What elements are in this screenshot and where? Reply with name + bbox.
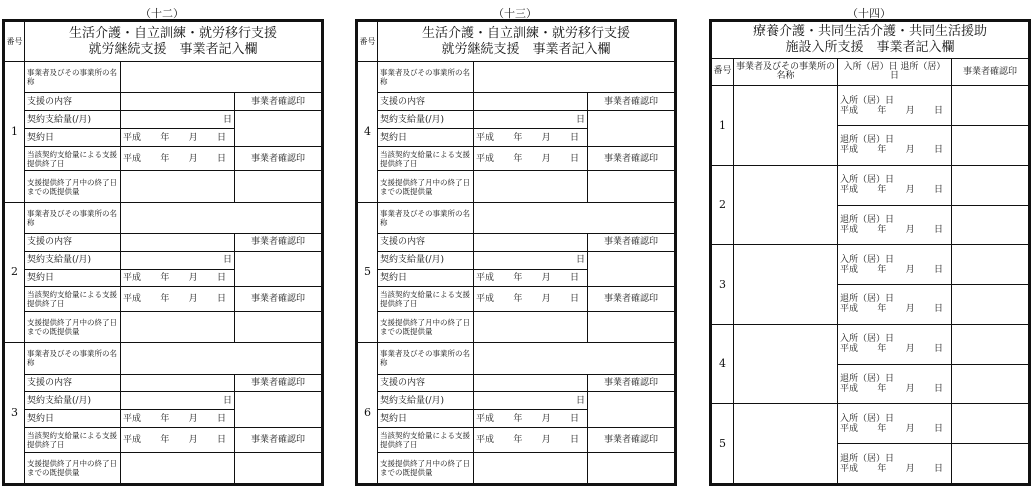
group-number: 2 xyxy=(5,202,25,343)
contract-date-label: 契約日 xyxy=(25,410,121,428)
end-month-used-field[interactable] xyxy=(121,452,235,483)
end-month-used-field[interactable] xyxy=(121,171,235,202)
end-month-used-label: 支援提供終了月中の終了日までの既提供量 xyxy=(25,312,121,343)
contract-amount-label: 契約支給量(/月) xyxy=(25,111,121,129)
confirm-stamp-field[interactable] xyxy=(235,312,322,343)
contract-date-label: 契約日 xyxy=(378,129,474,147)
provider-name-field[interactable] xyxy=(121,62,322,93)
confirm-label: 事業者確認印 xyxy=(235,93,322,111)
end-month-used-label: 支援提供終了月中の終了日までの既提供量 xyxy=(378,171,474,202)
confirm-label: 事業者確認印 xyxy=(588,93,675,111)
end-month-used-label: 支援提供終了月中の終了日までの既提供量 xyxy=(378,312,474,343)
confirm-stamp-field[interactable] xyxy=(952,444,1029,484)
contract-amount-field[interactable]: 日 xyxy=(474,392,588,410)
group-number: 4 xyxy=(712,324,734,404)
confirm-stamp-field[interactable] xyxy=(952,86,1029,126)
confirm-stamp-field[interactable] xyxy=(952,404,1029,444)
end-month-used-field[interactable] xyxy=(474,452,588,483)
service-label: 支援の内容 xyxy=(25,374,121,392)
provider-name-header: 事業者及びその事業所の名称 xyxy=(734,58,838,86)
group-number: 6 xyxy=(358,343,378,484)
discharge-date-field[interactable]: 退所（居）日 平成 年 月 日 xyxy=(838,126,952,166)
end-date-field[interactable]: 平成 年 月 日 xyxy=(474,146,588,171)
confirm-stamp-field[interactable] xyxy=(952,245,1029,285)
confirm-stamp-field[interactable] xyxy=(588,312,675,343)
admission-date-field[interactable]: 入所（居）日 平成 年 月 日 xyxy=(838,404,952,444)
provider-name-field[interactable] xyxy=(474,343,675,374)
group-number: 4 xyxy=(358,62,378,203)
service-label: 支援の内容 xyxy=(25,93,121,111)
form-panel-12 xyxy=(2,3,322,484)
contract-date-label: 契約日 xyxy=(25,129,121,147)
admission-date-field[interactable]: 入所（居）日 平成 年 月 日 xyxy=(838,165,952,205)
group-number: 1 xyxy=(5,62,25,203)
form-panel-13 xyxy=(355,3,675,484)
contract-amount-label: 契約支給量(/月) xyxy=(378,251,474,269)
discharge-date-field[interactable]: 退所（居）日 平成 年 月 日 xyxy=(838,205,952,245)
service-field[interactable] xyxy=(121,233,235,251)
group-number: 1 xyxy=(712,86,734,166)
provider-name-field[interactable] xyxy=(734,324,838,404)
confirm-stamp-field[interactable] xyxy=(588,171,675,202)
panel-number: （十四） xyxy=(847,7,891,20)
confirm-stamp-field[interactable] xyxy=(952,205,1029,245)
end-date-field[interactable]: 平成 年 月 日 xyxy=(121,146,235,171)
service-label: 支援の内容 xyxy=(378,374,474,392)
confirm-stamp-field[interactable] xyxy=(588,392,675,428)
end-date-field[interactable]: 平成 年 月 日 xyxy=(121,428,235,453)
group-number: 3 xyxy=(5,343,25,484)
end-month-used-label: 支援提供終了月中の終了日までの既提供量 xyxy=(25,171,121,202)
contract-amount-field[interactable]: 日 xyxy=(121,111,235,129)
bango-header: 番号 xyxy=(5,22,25,62)
bango-header: 番号 xyxy=(358,22,378,62)
confirm-label: 事業者確認印 xyxy=(235,146,322,171)
contract-amount-label: 契約支給量(/月) xyxy=(25,392,121,410)
confirm-stamp-field[interactable] xyxy=(235,392,322,428)
confirm-header: 事業者確認印 xyxy=(952,58,1029,86)
end-month-used-field[interactable] xyxy=(121,312,235,343)
end-month-used-field[interactable] xyxy=(474,312,588,343)
confirm-label: 事業者確認印 xyxy=(588,233,675,251)
confirm-stamp-field[interactable] xyxy=(588,251,675,287)
provider-name-field[interactable] xyxy=(474,62,675,93)
confirm-stamp-field[interactable] xyxy=(952,364,1029,404)
provider-name-field[interactable] xyxy=(474,202,675,233)
service-field[interactable] xyxy=(474,233,588,251)
contract-amount-label: 契約支給量(/月) xyxy=(25,251,121,269)
service-field[interactable] xyxy=(474,374,588,392)
confirm-label: 事業者確認印 xyxy=(588,428,675,453)
provider-name-field[interactable] xyxy=(121,202,322,233)
admission-header: 入所（居）日 退所（居）日 xyxy=(838,58,952,86)
end-date-field[interactable]: 平成 年 月 日 xyxy=(121,287,235,312)
end-date-label: 当該契約支給量による支援提供終了日 xyxy=(25,287,121,312)
confirm-stamp-field[interactable] xyxy=(952,165,1029,205)
form-table xyxy=(711,21,1029,484)
end-date-field[interactable]: 平成 年 月 日 xyxy=(474,428,588,453)
contract-date-field[interactable]: 平成 年 月 日 xyxy=(474,410,588,428)
provider-name-label: 事業者及びその事業所の名称 xyxy=(378,202,474,233)
provider-name-label: 事業者及びその事業所の名称 xyxy=(25,343,121,374)
end-month-used-field[interactable] xyxy=(474,171,588,202)
end-date-label: 当該契約支給量による支援提供終了日 xyxy=(25,146,121,171)
contract-amount-field[interactable]: 日 xyxy=(121,251,235,269)
discharge-date-field[interactable]: 退所（居）日 平成 年 月 日 xyxy=(838,364,952,404)
confirm-label: 事業者確認印 xyxy=(235,428,322,453)
contract-amount-label: 契約支給量(/月) xyxy=(378,392,474,410)
provider-name-label: 事業者及びその事業所の名称 xyxy=(378,62,474,93)
confirm-label: 事業者確認印 xyxy=(588,287,675,312)
end-date-label: 当該契約支給量による支援提供終了日 xyxy=(378,146,474,171)
panel-title: 生活介護・自立訓練・就労移行支援 就労継続支援 事業者記入欄 xyxy=(378,22,675,62)
service-field[interactable] xyxy=(121,374,235,392)
discharge-date-field[interactable]: 退所（居）日 平成 年 月 日 xyxy=(838,444,952,484)
confirm-label: 事業者確認印 xyxy=(235,374,322,392)
confirm-stamp-field[interactable] xyxy=(952,285,1029,325)
panel-number: （十二） xyxy=(140,7,184,20)
contract-date-field[interactable]: 平成 年 月 日 xyxy=(474,269,588,287)
provider-name-field[interactable] xyxy=(734,404,838,484)
end-date-field[interactable]: 平成 年 月 日 xyxy=(474,287,588,312)
admission-date-field[interactable]: 入所（居）日 平成 年 月 日 xyxy=(838,86,952,126)
provider-name-field[interactable] xyxy=(734,245,838,325)
confirm-stamp-field[interactable] xyxy=(235,171,322,202)
confirm-stamp-field[interactable] xyxy=(952,126,1029,166)
service-label: 支援の内容 xyxy=(25,233,121,251)
discharge-date-field[interactable]: 退所（居）日 平成 年 月 日 xyxy=(838,285,952,325)
provider-name-field[interactable] xyxy=(734,86,838,166)
service-field[interactable] xyxy=(474,93,588,111)
provider-name-field[interactable] xyxy=(121,343,322,374)
service-field[interactable] xyxy=(121,93,235,111)
bango-header: 番号 xyxy=(712,58,734,86)
group-number: 3 xyxy=(712,245,734,325)
group-number: 5 xyxy=(712,404,734,484)
confirm-stamp-field[interactable] xyxy=(235,452,322,483)
end-date-label: 当該契約支給量による支援提供終了日 xyxy=(25,428,121,453)
contract-date-field[interactable]: 平成 年 月 日 xyxy=(474,129,588,147)
confirm-label: 事業者確認印 xyxy=(235,287,322,312)
confirm-label: 事業者確認印 xyxy=(588,374,675,392)
form-table xyxy=(357,21,675,484)
form-table xyxy=(4,21,322,484)
confirm-stamp-field[interactable] xyxy=(588,111,675,147)
contract-amount-field[interactable]: 日 xyxy=(474,111,588,129)
confirm-stamp-field[interactable] xyxy=(235,251,322,287)
contract-amount-label: 契約支給量(/月) xyxy=(378,111,474,129)
end-month-used-label: 支援提供終了月中の終了日までの既提供量 xyxy=(378,452,474,483)
service-label: 支援の内容 xyxy=(378,233,474,251)
group-number: 2 xyxy=(712,165,734,245)
contract-date-label: 契約日 xyxy=(25,269,121,287)
contract-date-label: 契約日 xyxy=(378,269,474,287)
confirm-stamp-field[interactable] xyxy=(235,111,322,147)
contract-date-label: 契約日 xyxy=(378,410,474,428)
panel-title: 生活介護・自立訓練・就労移行支援 就労継続支援 事業者記入欄 xyxy=(25,22,322,62)
contract-amount-field[interactable]: 日 xyxy=(121,392,235,410)
provider-name-label: 事業者及びその事業所の名称 xyxy=(25,202,121,233)
admission-date-field[interactable]: 入所（居）日 平成 年 月 日 xyxy=(838,245,952,285)
contract-date-field[interactable]: 平成 年 月 日 xyxy=(121,129,235,147)
contract-date-field[interactable]: 平成 年 月 日 xyxy=(121,410,235,428)
form-panel-14 xyxy=(709,3,1029,484)
contract-amount-field[interactable]: 日 xyxy=(474,251,588,269)
provider-name-label: 事業者及びその事業所の名称 xyxy=(25,62,121,93)
service-label: 支援の内容 xyxy=(378,93,474,111)
confirm-label: 事業者確認印 xyxy=(235,233,322,251)
end-month-used-label: 支援提供終了月中の終了日までの既提供量 xyxy=(25,452,121,483)
end-date-label: 当該契約支給量による支援提供終了日 xyxy=(378,287,474,312)
provider-name-label: 事業者及びその事業所の名称 xyxy=(378,343,474,374)
confirm-stamp-field[interactable] xyxy=(952,324,1029,364)
group-number: 5 xyxy=(358,202,378,343)
panel-number: （十三） xyxy=(493,7,537,20)
confirm-stamp-field[interactable] xyxy=(588,452,675,483)
end-date-label: 当該契約支給量による支援提供終了日 xyxy=(378,428,474,453)
contract-date-field[interactable]: 平成 年 月 日 xyxy=(121,269,235,287)
provider-name-field[interactable] xyxy=(734,165,838,245)
admission-date-field[interactable]: 入所（居）日 平成 年 月 日 xyxy=(838,324,952,364)
panel-title: 療養介護・共同生活介護・共同生活援助 施設入所支援 事業者記入欄 xyxy=(712,22,1029,59)
confirm-label: 事業者確認印 xyxy=(588,146,675,171)
